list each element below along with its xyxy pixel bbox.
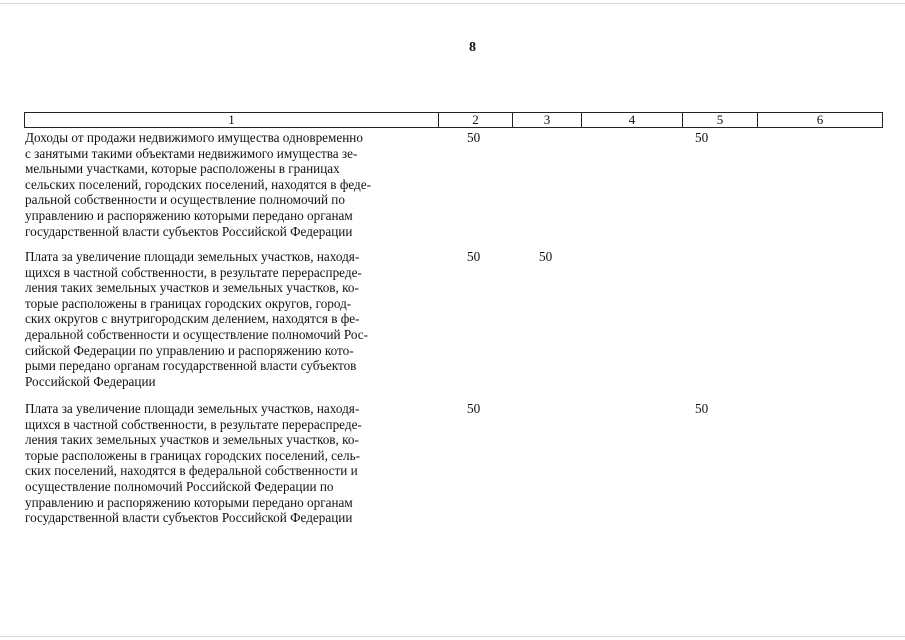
header-col-3: 3	[513, 113, 582, 128]
header-col-4: 4	[582, 113, 683, 128]
header-col-6: 6	[758, 113, 883, 128]
row-1-col-2-value: 50	[467, 130, 481, 145]
row-3-col-5-value: 50	[695, 401, 709, 416]
header-col-2: 2	[439, 113, 513, 128]
row-3-description: Плата за увеличение площади земельных участков, находя- щихся в частной собственности, в результате перераспреде- ления таких земельных участков и земельных участков, ко- торые расположены в границах городских поселений, сель- ских поселений, находятся в федеральной собственности и осуществление полномочий Российской Федерации по управлению и распоряжению которыми передано органам государственной власти субъектов Российской Федерации	[25, 401, 362, 526]
header-col-1: 1	[25, 113, 439, 128]
page-number: 8	[469, 40, 476, 55]
header-row	[25, 113, 883, 128]
row-3-col-2-value: 50	[467, 401, 481, 416]
header-col-5: 5	[683, 113, 758, 128]
row-2-col-2-value: 50	[467, 249, 481, 264]
row-1-col-5-value: 50	[695, 130, 709, 145]
scan-edge-bottom	[0, 636, 905, 637]
row-2-col-3-value: 50	[539, 249, 553, 264]
row-1-description: Доходы от продажи недвижимого имущества одновременно с занятыми такими объектами недвижимого имущества зе- мельными участками, которые расположены в границах сельских поселений, городских поселений, находятся в феде- ральной собственности и осуществление полномочий по управлению и распоряжению которыми передано органам государственной власти субъектов Российской Федерации	[25, 130, 371, 239]
column-number-header	[24, 112, 883, 128]
row-2-description: Плата за увеличение площади земельных участков, находя- щихся в частной собственности, в результате перераспреде- ления таких земельных участков и земельных участков, ко- торые расположены в границах городских округов, город- ских округов с внутригородским делением, находятся в фе- деральной собственности и осуществление полномочий Рос- сийской Федерации по управлению и распоряжению кото- рыми передано органам государственной власти субъектов Российской Федерации	[25, 249, 369, 389]
scan-edge-top	[0, 3, 905, 4]
